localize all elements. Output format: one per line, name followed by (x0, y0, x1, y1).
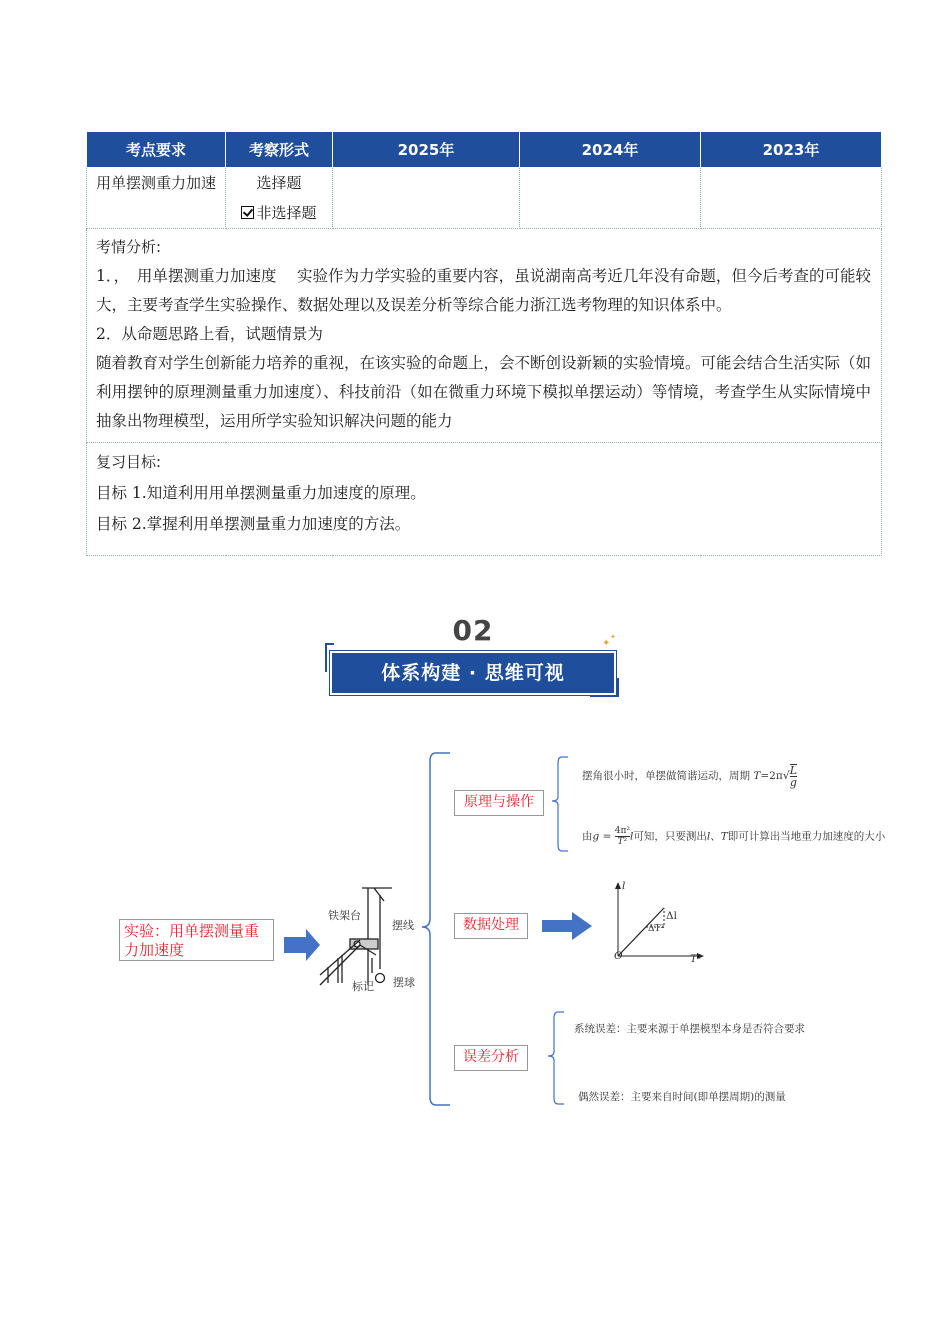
principle-item1: 摆角很小时，单摆做简谐运动，周期 T=2π√ L g (582, 764, 798, 789)
form-option-nonchoice-label: 非选择题 (256, 204, 317, 222)
branch-error-label: 误差分析 (463, 1049, 519, 1065)
branch-data-label: 数据处理 (463, 917, 519, 933)
error-item1: 系统误差：主要来源于单摆模型本身是否符合要求 (574, 1023, 805, 1035)
analysis-title: 考情分析: (96, 238, 162, 256)
topic-text: 用单摆测重力加速 (95, 174, 216, 192)
form-option-choice: 选择题 (256, 174, 302, 192)
data-graph (540, 880, 710, 970)
label-mark: 标记 (352, 980, 374, 993)
apparatus-diagram (320, 888, 392, 985)
delta-l-label: Δl (666, 910, 677, 922)
error-item2: 偶然误差：主要来自时间(即单摆周期)的测量 (578, 1091, 786, 1103)
section-title-banner: 体系构建 · 思维可视 (330, 651, 616, 695)
origin-label: O (614, 950, 623, 962)
mindmap-root (119, 919, 274, 961)
branch-principle-label: 原理与操作 (464, 794, 534, 810)
goals-row (87, 443, 882, 556)
topic-cell (87, 168, 226, 229)
branch-data (454, 913, 528, 939)
analysis-p1: 1．， 用单摆测重力加速度 实验作为力学实验的重要内容，虽说湖南高考近几年没有命题，但今后考查的可能较大，主要考查学生实验操作、数据处理以及误差分析等综合能力浙江选考物理的知识体系中。 (96, 267, 871, 314)
form-option-nonchoice (230, 198, 328, 228)
arrow-icon (542, 912, 592, 940)
exam-requirement-table (86, 131, 882, 556)
main-bracket (422, 753, 450, 1105)
label-stand: 铁架台 (328, 909, 361, 922)
table-header-row (87, 132, 882, 168)
form-cell (226, 168, 333, 229)
goals-cell (87, 443, 882, 556)
analysis-p2: 2．从命题思路上看，试题情景为 (96, 325, 323, 343)
table-row (87, 168, 882, 229)
axis-l-label: l (622, 880, 626, 892)
header-2025: 2025年 (333, 132, 520, 168)
svg-text:✦: ✦ (610, 633, 616, 641)
arrow-icon (284, 929, 320, 961)
label-ball: 摆球 (393, 976, 415, 989)
axis-t2-label: T² (690, 953, 702, 965)
goal-1: 目标 1.知道利用用单摆测量重力加速度的原理。 (96, 484, 426, 502)
analysis-row (87, 229, 882, 443)
cell-2025 (333, 168, 520, 229)
principle-item2: 由g = 4π² T² l可知，只要测出l、T即可计算出当地重力加速度的大小 (582, 826, 886, 847)
branch3-bracket (538, 1010, 568, 1108)
branch-error (454, 1045, 528, 1071)
mindmap-connectors (280, 745, 450, 1115)
delta-t2-label: ΔT² (648, 924, 665, 934)
header-topic: 考点要求 (87, 132, 226, 168)
sparkle-icon: ✦ (602, 638, 611, 649)
analysis-cell (87, 229, 882, 443)
mindmap-root-label: 实验：用单摆测量重力加速度 (124, 922, 260, 959)
label-string: 摆线 (392, 919, 414, 932)
header-2023: 2023年 (701, 132, 882, 168)
section-number: 02 (452, 614, 494, 647)
branch1-bracket (548, 755, 578, 853)
goals-title: 复习目标: (96, 453, 162, 471)
cell-2024 (520, 168, 701, 229)
branch-principle (454, 790, 544, 816)
checked-checkbox-icon (241, 206, 254, 219)
analysis-p3: 随着教育对学生创新能力培养的重视，在该实验的命题上，会不断创设新颖的实验情境。可能会结合生活实际（如利用摆钟的原理测量重力加速度）、科技前沿（如在微重力环境下模拟单摆运动）等情境，考查学生从实际情境中抽象出物理模型，运用所学实验知识解决问题的能力 (96, 354, 872, 430)
cell-2023 (701, 168, 882, 229)
header-form: 考察形式 (226, 132, 333, 168)
goal-2: 目标 2.掌握利用单摆测量重力加速度的方法。 (96, 515, 411, 533)
header-2024: 2024年 (520, 132, 701, 168)
